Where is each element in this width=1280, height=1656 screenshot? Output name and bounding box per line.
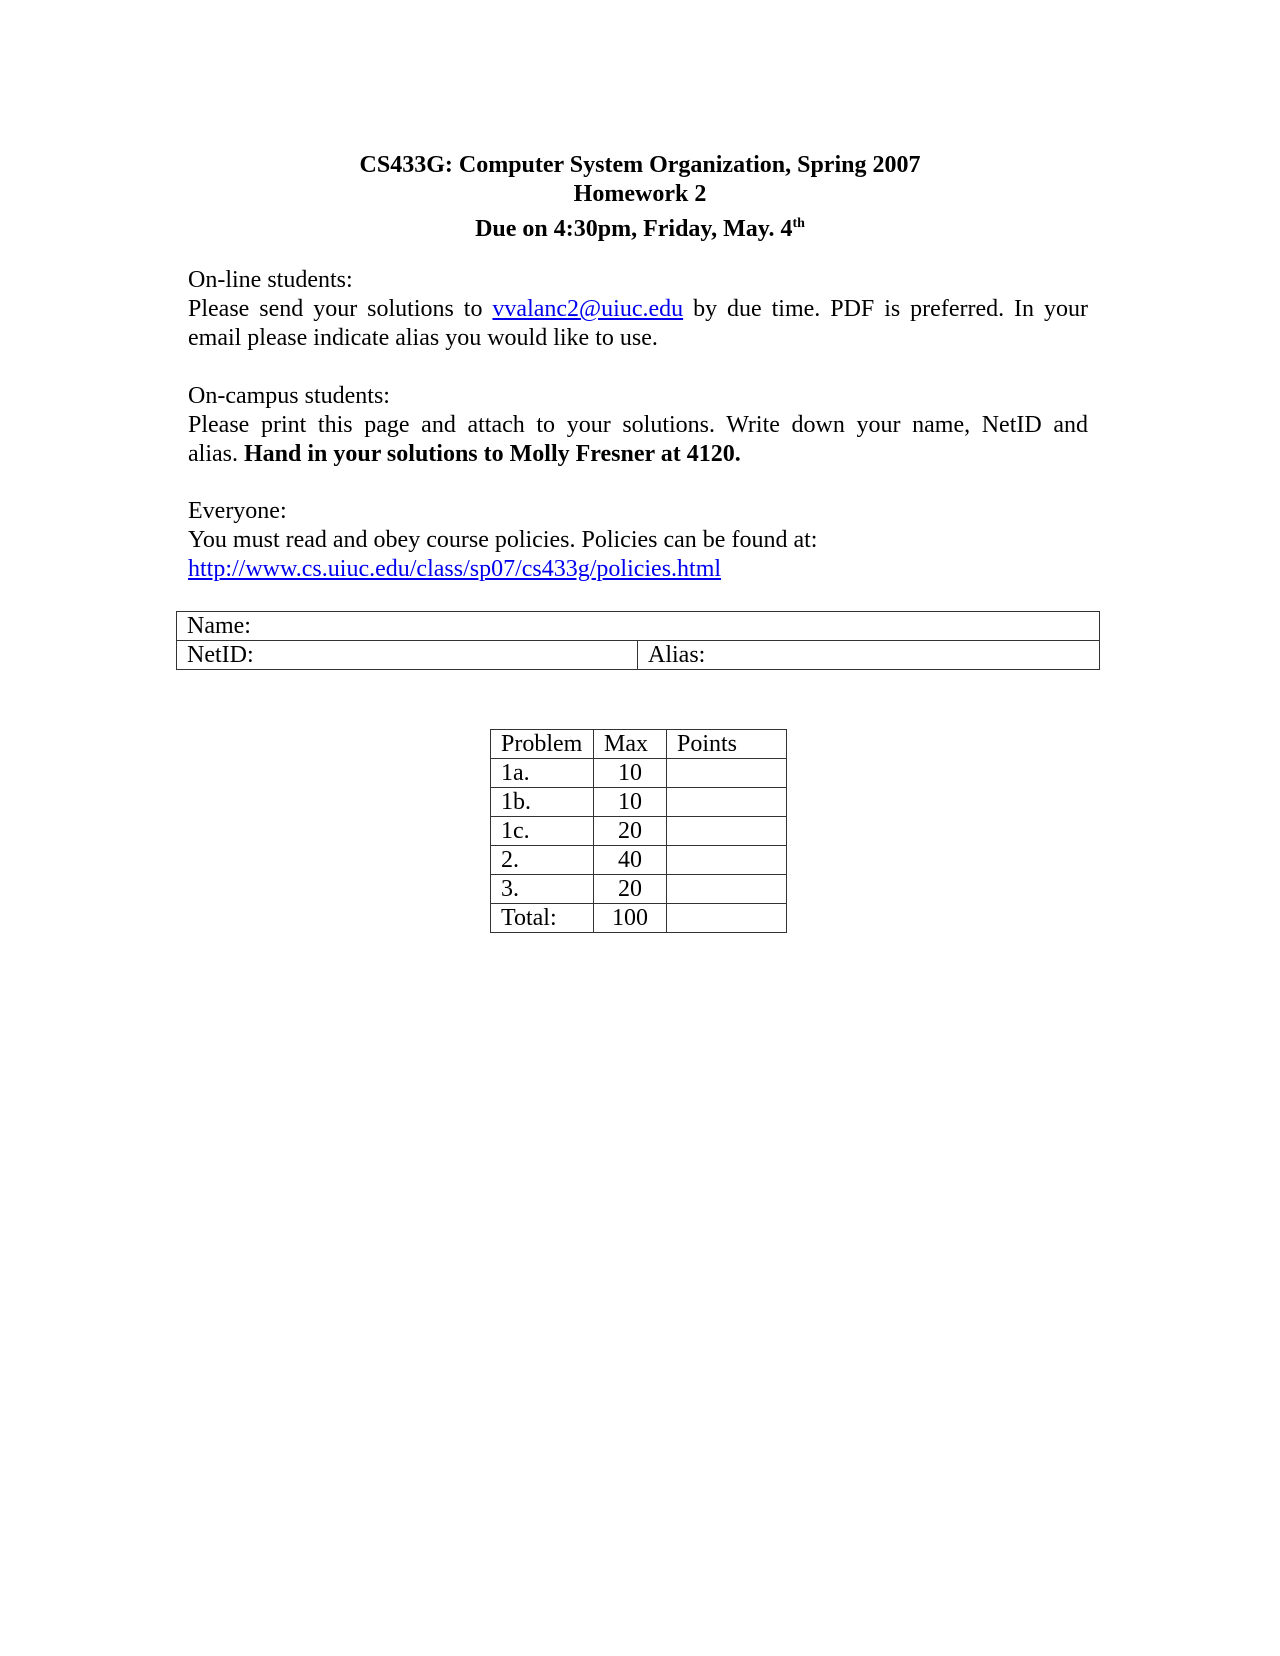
points-cell[interactable] <box>667 846 787 875</box>
points-cell[interactable] <box>667 904 787 933</box>
online-line1 <box>188 295 1088 324</box>
oncampus-prefix: alias. <box>188 441 244 467</box>
oncampus-instruction: Hand in your solutions to Molly Fresner at 4120. <box>243 441 741 467</box>
everyone-line1: You must read and obey course policies. Policies can be found at: <box>188 527 818 553</box>
max-cell: 100 <box>594 904 667 933</box>
problem-cell: 3. <box>491 875 594 904</box>
problem-cell: 2. <box>491 846 594 875</box>
online-line2: email please indicate alias you would like to use. <box>188 325 658 351</box>
table-row-total <box>491 904 787 933</box>
max-cell: 10 <box>594 788 667 817</box>
due-text: Due on 4:30pm, Friday, May. 4 <box>475 216 793 242</box>
points-cell[interactable] <box>667 788 787 817</box>
table-row <box>491 817 787 846</box>
header-problem: Problem <box>491 730 594 759</box>
due-suffix: th <box>792 216 805 231</box>
oncampus-line2 <box>188 440 1088 469</box>
email-link[interactable]: vvalanc2@uiuc.edu <box>492 296 684 322</box>
everyone-heading: Everyone: <box>188 498 287 524</box>
table-row <box>491 788 787 817</box>
table-row <box>491 846 787 875</box>
student-info-table <box>176 611 1100 670</box>
table-row <box>491 875 787 904</box>
problem-cell: 1b. <box>491 788 594 817</box>
table-header-row <box>491 730 787 759</box>
alias-field[interactable]: Alias: <box>638 641 1100 670</box>
points-cell[interactable] <box>667 759 787 788</box>
header-points: Points <box>667 730 787 759</box>
score-table <box>490 729 787 933</box>
online-heading: On-line students: <box>188 267 353 293</box>
everyone-section <box>188 497 1088 584</box>
problem-cell: 1a. <box>491 759 594 788</box>
due-date <box>0 209 1280 244</box>
netid-field[interactable]: NetID: <box>177 641 638 670</box>
points-cell[interactable] <box>667 875 787 904</box>
name-field[interactable]: Name: <box>177 612 1100 641</box>
oncampus-heading: On-campus students: <box>188 383 390 409</box>
oncampus-line1: Please print this page and attach to your solutions. Write down your name, NetID and <box>188 412 1088 438</box>
header-max: Max <box>594 730 667 759</box>
max-cell: 10 <box>594 759 667 788</box>
online-text-after: by due time. PDF is preferred. In your <box>683 296 1088 322</box>
problem-cell: Total: <box>491 904 594 933</box>
max-cell: 20 <box>594 875 667 904</box>
online-section <box>188 266 1088 353</box>
points-cell[interactable] <box>667 817 787 846</box>
problem-cell: 1c. <box>491 817 594 846</box>
assignment-title: Homework 2 <box>573 181 707 207</box>
online-text-before: Please send your solutions to <box>188 296 493 322</box>
max-cell: 40 <box>594 846 667 875</box>
table-row <box>491 759 787 788</box>
max-cell: 20 <box>594 817 667 846</box>
oncampus-section <box>188 382 1088 469</box>
policies-link[interactable]: http://www.cs.uiuc.edu/class/sp07/cs433g/policies.html <box>188 556 722 582</box>
course-title: CS433G: Computer System Organization, Spring 2007 <box>359 152 921 178</box>
